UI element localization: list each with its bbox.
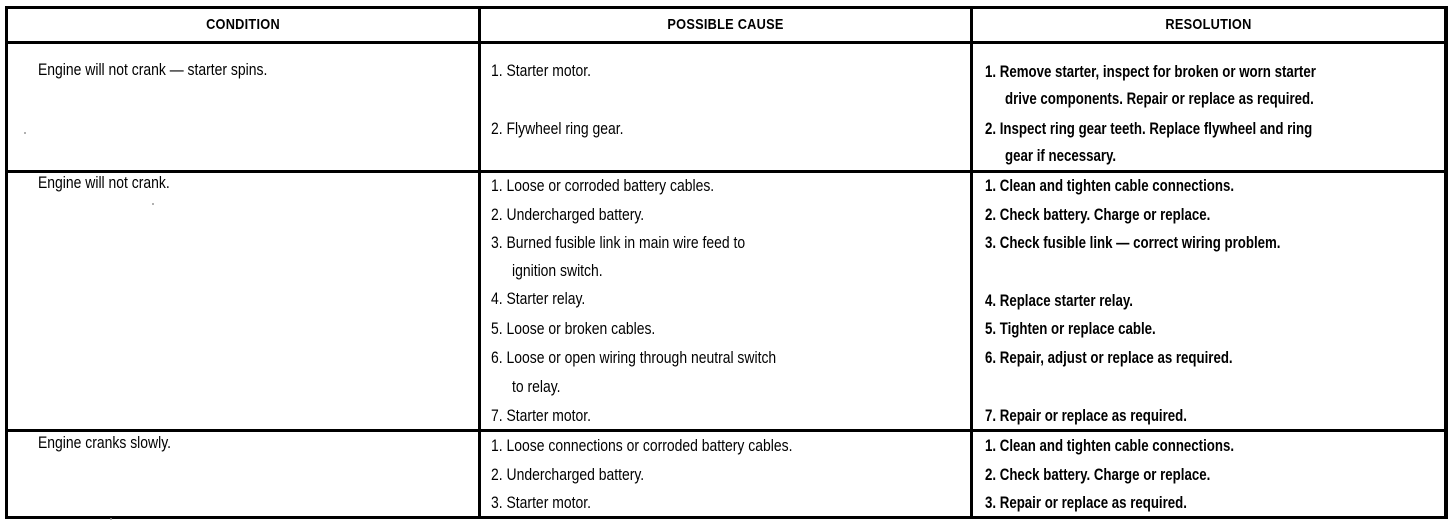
header-bottom-border (5, 41, 1448, 44)
resolution-item: 3. Repair or replace as required. (985, 493, 1187, 512)
cause-item: 2. Flywheel ring gear. (491, 119, 624, 138)
resolution-item: 1. Clean and tighten cable connections. (985, 436, 1235, 455)
cause-item-continued: to relay. (512, 377, 561, 396)
cause-item: 1. Loose or corroded battery cables. (491, 176, 715, 195)
resolution-item: 7. Repair or replace as required. (985, 406, 1187, 425)
scan-speck (24, 132, 26, 134)
row-divider-1 (5, 170, 1448, 173)
resolution-item-continued: drive components. Repair or replace as required. (1005, 89, 1314, 108)
cause-item: 3. Starter motor. (491, 493, 591, 512)
condition-cell: Engine will not crank. (38, 173, 170, 192)
cause-item: 2. Undercharged battery. (491, 465, 645, 484)
cause-item: 3. Burned fusible link in main wire feed to (491, 233, 746, 252)
row-divider-2 (5, 429, 1448, 432)
resolution-item: 2. Check battery. Charge or replace. (985, 465, 1211, 484)
condition-cell: Engine will not crank — starter spins. (38, 60, 268, 79)
cause-item: 6. Loose or open wiring through neutral switch (491, 348, 777, 367)
table-right-border (1444, 6, 1448, 519)
cause-item: 5. Loose or broken cables. (491, 319, 656, 338)
condition-cell: Engine cranks slowly. (38, 433, 172, 452)
table-bottom-border (5, 516, 1448, 519)
scan-speck (152, 203, 154, 205)
resolution-item: 4. Replace starter relay. (985, 291, 1133, 310)
column-divider-1 (478, 6, 481, 519)
resolution-item: 3. Check fusible link — correct wiring problem. (985, 233, 1281, 252)
resolution-item: 1. Remove starter, inspect for broken or worn starter (985, 62, 1316, 81)
resolution-item: 2. Check battery. Charge or replace. (985, 205, 1211, 224)
cause-item: 2. Undercharged battery. (491, 205, 645, 224)
cause-item: 1. Starter motor. (491, 61, 591, 80)
header-condition: CONDITION (206, 16, 280, 33)
resolution-item: 5. Tighten or replace cable. (985, 319, 1156, 338)
cause-item: 7. Starter motor. (491, 406, 591, 425)
cause-item-continued: ignition switch. (512, 261, 603, 280)
resolution-item: 1. Clean and tighten cable connections. (985, 176, 1235, 195)
cause-item: 4. Starter relay. (491, 289, 586, 308)
cause-item: 1. Loose connections or corroded battery cables. (491, 436, 793, 455)
resolution-item: 6. Repair, adjust or replace as required. (985, 348, 1233, 367)
table-left-border (5, 6, 8, 519)
scan-speck (110, 518, 112, 520)
resolution-item-continued: gear if necessary. (1005, 146, 1117, 165)
resolution-item: 2. Inspect ring gear teeth. Replace flywheel and ring (985, 119, 1313, 138)
column-divider-2 (970, 6, 973, 519)
header-resolution: RESOLUTION (1165, 16, 1252, 33)
header-possible-cause: POSSIBLE CAUSE (667, 16, 784, 33)
